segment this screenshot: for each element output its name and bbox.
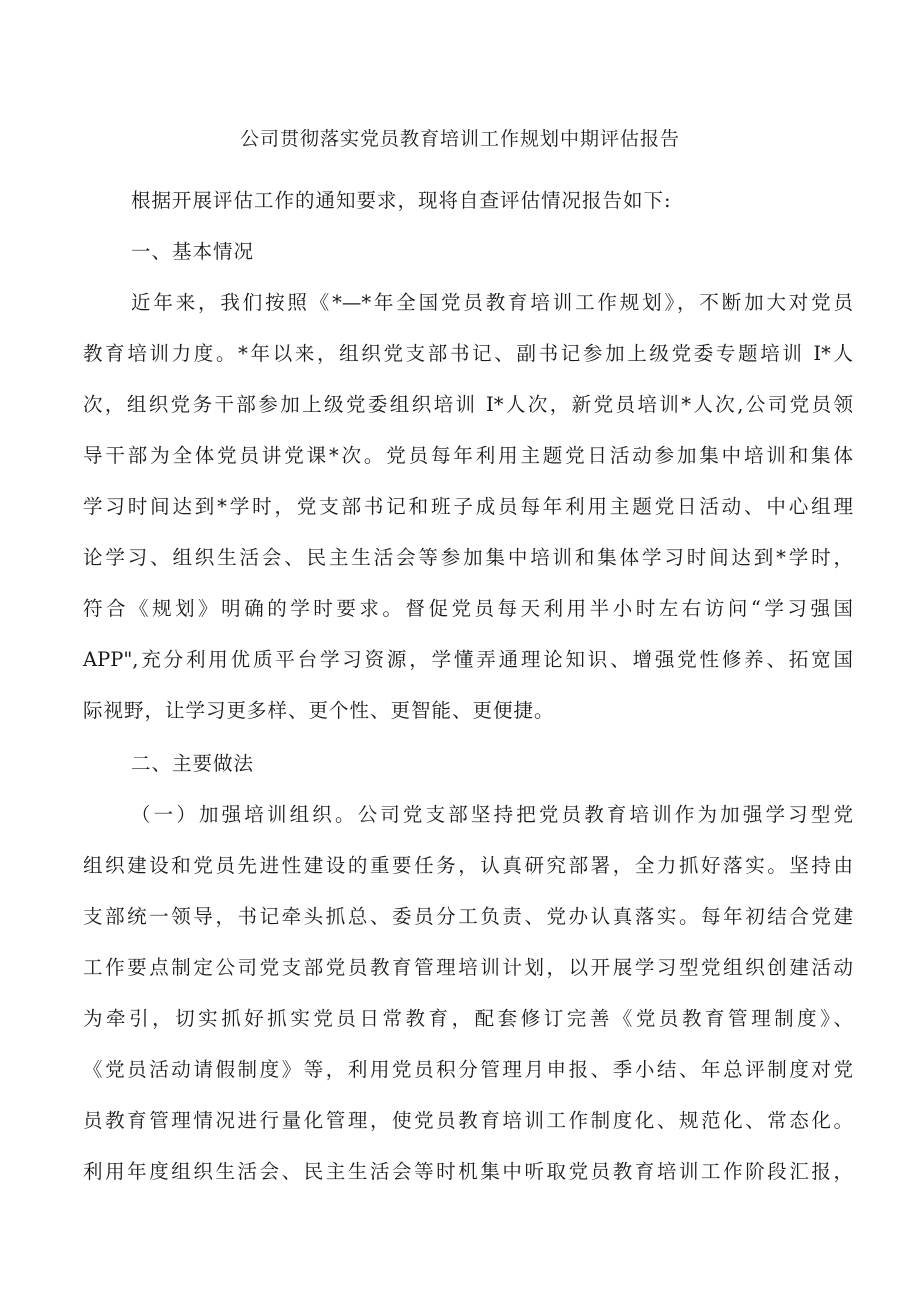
paragraph-line: 符合《规划》明确的学时要求。督促党员每天利用半小时左右访问“学习强国 [83, 597, 853, 620]
paragraph-line: 工作要点制定公司党支部党员教育管理培训计划，以开展学习型党组织创建活动 [83, 956, 853, 979]
paragraph-line: 次，组织党务干部参加上级党委组织培训 I*人次，新党员培训*人次,公司党员领 [83, 393, 853, 416]
paragraph-line: 为牵引，切实抓好抓实党员日常教育，配套修订完善《党员教育管理制度》、 [83, 1007, 853, 1030]
paragraph-line: 近年来，我们按照《*—*年全国党员教育培训工作规划》，不断加大对党员 [131, 291, 853, 314]
document-title: 公司贯彻落实党员教育培训工作规划中期评估报告 [239, 128, 680, 150]
paragraph-line: 员教育管理情况进行量化管理，使党员教育培训工作制度化、规范化、常态化。 [83, 1109, 853, 1132]
section-heading-basic-situation: 一、基本情况 [131, 240, 255, 263]
paragraph-line: 导干部为全体党员讲党课*次。党员每年利用主题党日活动参加集中培训和集体 [83, 444, 853, 467]
paragraph-line: 支部统一领导，书记牵头抓总、委员分工负责、党办认真落实。每年初结合党建 [83, 905, 853, 928]
paragraph-line: 论学习、组织生活会、民主生活会等参加集中培训和集体学习时间达到*学时， [83, 546, 853, 569]
paragraph-line: APP",充分利用优质平台学习资源，学懂弄通理论知识、增强党性修养、拓宽国 [83, 648, 853, 671]
paragraph-line: 组织建设和党员先进性建设的重要任务，认真研究部署，全力抓好落实。坚持由 [83, 854, 853, 877]
intro-paragraph: 根据开展评估工作的通知要求，现将自查评估情况报告如下: [131, 189, 672, 212]
paragraph-line: 利用年度组织生活会、民主生活会等时机集中听取党员教育培训工作阶段汇报， [83, 1160, 853, 1183]
paragraph-line: 教育培训力度。*年以来，组织党支部书记、副书记参加上级党委专题培训 I*人 [83, 342, 853, 365]
paragraph-line: 学习时间达到*学时，党支部书记和班子成员每年利用主题党日活动、中心组理 [83, 495, 853, 518]
section-heading-main-practices: 二、主要做法 [131, 752, 255, 775]
paragraph-line: 《党员活动请假制度》等，利用党员积分管理月申报、季小结、年总评制度对党 [83, 1058, 853, 1081]
paragraph-line: 际视野，让学习更多样、更个性、更智能、更便捷。 [83, 699, 555, 722]
paragraph-line: （一）加强培训组织。公司党支部坚持把党员教育培训作为加强学习型党 [131, 803, 853, 826]
